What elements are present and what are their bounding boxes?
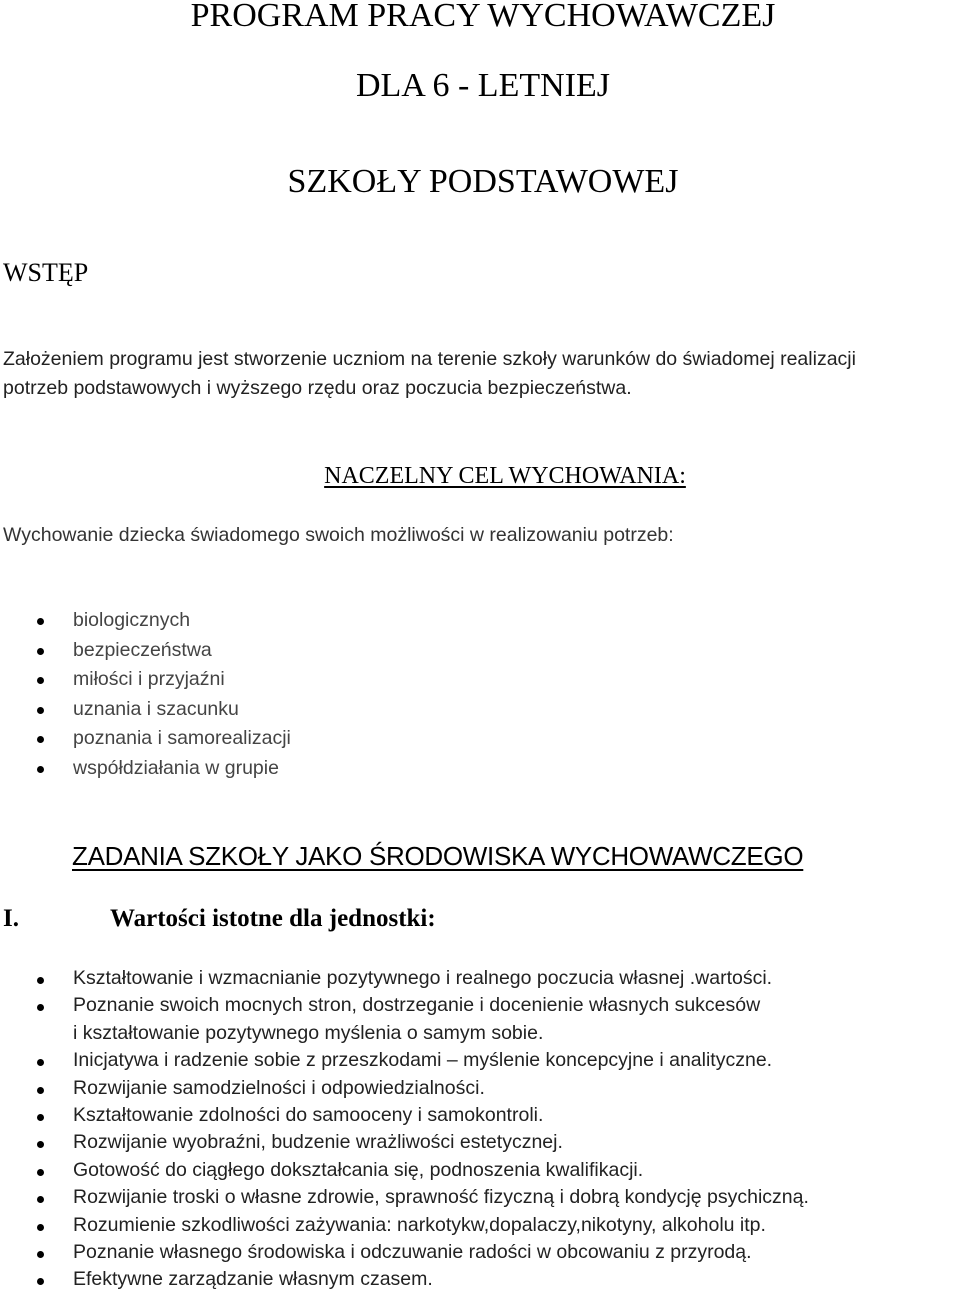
needs-list-item: biologicznych [0, 606, 291, 636]
needs-list-item: miłości i przyjaźni [0, 665, 291, 695]
values-list-item: Kształtowanie zdolności do samooceny i samokontroli. [0, 1102, 809, 1129]
values-list-item: Gotowość do ciągłego dokształcania się, podnoszenia kwalifikacji. [0, 1157, 809, 1184]
goal-heading: NACZELNY CEL WYCHOWANIA: [324, 463, 686, 489]
values-list-item: Inicjatywa i radzenie sobie z przeszkodami – myślenie koncepcyjne i analityczne. [0, 1047, 809, 1074]
title-line-3: SZKOŁY PODSTAWOWEJ [287, 163, 679, 200]
intro-line-1: Założeniem programu jest stworzenie uczniom na terenie szkoły warunków do świadomej realizacji [3, 348, 856, 370]
values-list-item: Rozumienie szkodliwości zażywania: narkotykw,dopalaczy,nikotyny, alkoholu itp. [0, 1212, 809, 1239]
values-list-item: Rozwijanie wyobraźni, budzenie wrażliwości estetycznej. [0, 1129, 809, 1156]
needs-list [0, 606, 291, 783]
values-list-item: Kształtowanie i wzmacnianie pozytywnego i realnego poczucia własnej .wartości. [0, 965, 809, 992]
title-line-1: PROGRAM PRACY WYCHOWAWCZEJ [190, 0, 776, 34]
values-list-item: Poznanie własnego środowiska i odczuwanie radości w obcowaniu z przyrodą. [0, 1239, 809, 1266]
section-number: I. [3, 905, 19, 932]
needs-list-item: uznania i szacunku [0, 695, 291, 725]
needs-list-item: współdziałania w grupie [0, 754, 291, 784]
values-list-item: Efektywne zarządzanie własnym czasem. [0, 1266, 809, 1293]
values-list-item: Poznanie swoich mocnych stron, dostrzeganie i docenienie własnych sukcesów [0, 992, 809, 1019]
values-list-item: Rozwijanie samodzielności i odpowiedzialności. [0, 1075, 809, 1102]
values-list [0, 965, 809, 1294]
goal-text: Wychowanie dziecka świadomego swoich możliwości w realizowaniu potrzeb: [3, 524, 674, 546]
intro-line-2: potrzeb podstawowych i wyższego rzędu oraz poczucia bezpieczeństwa. [3, 377, 632, 399]
intro-heading: WSTĘP [3, 258, 89, 287]
title-line-2: DLA 6 - LETNIEJ [355, 67, 610, 104]
tasks-heading: ZADANIA SZKOŁY JAKO ŚRODOWISKA WYCHOWAWCZEGO [72, 841, 804, 871]
needs-list-item: bezpieczeństwa [0, 636, 291, 666]
values-list-item: Rozwijanie troski o własne zdrowie, sprawność fizyczną i dobrą kondycję psychiczną. [0, 1184, 809, 1211]
intro-paragraph [3, 345, 960, 403]
values-list-item-continuation: i kształtowanie pozytywnego myślenia o samym sobie. [73, 1021, 544, 1044]
needs-list-item: poznania i samorealizacji [0, 724, 291, 754]
section-title: Wartości istotne dla jednostki: [110, 905, 436, 932]
